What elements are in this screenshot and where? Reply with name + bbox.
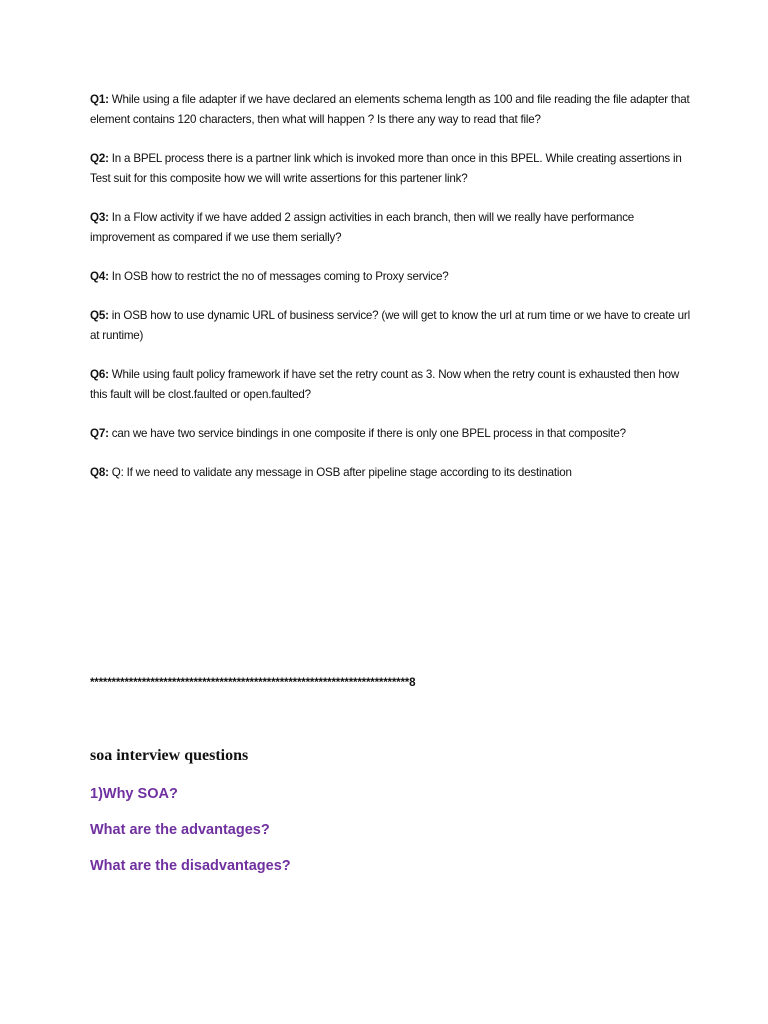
question-4 bbox=[90, 267, 690, 287]
question-label: Q3: bbox=[90, 211, 109, 224]
question-text: In OSB how to restrict the no of messages coming to Proxy service? bbox=[108, 270, 449, 283]
question-3 bbox=[90, 208, 690, 248]
question-2 bbox=[90, 149, 690, 189]
question-6 bbox=[90, 365, 690, 405]
why-soa-heading: 1)Why SOA? bbox=[90, 786, 178, 802]
question-text: in OSB how to use dynamic URL of business service? (we will get to know the url at rum time or we have to create url at runtime) bbox=[90, 309, 690, 342]
question-1 bbox=[90, 90, 690, 130]
question-label: Q1: bbox=[90, 93, 109, 106]
question-7 bbox=[90, 424, 690, 444]
question-label: Q4: bbox=[90, 270, 109, 283]
question-8 bbox=[90, 463, 690, 483]
asterisk-separator: **************************************************************************8 bbox=[90, 676, 416, 689]
question-text: While using fault policy framework if have set the retry count as 3. Now when the retry count is exhausted then how this fault will be clost.faulted or open.faulted? bbox=[90, 368, 680, 401]
question-text: In a BPEL process there is a partner link which is invoked more than once in this BPEL. While creating assertions in Test suit for this composite how we will write assertions for this partener link? bbox=[90, 152, 682, 185]
question-text: In a Flow activity if we have added 2 assign activities in each branch, then will we really have performance improvement as compared if we use them serially? bbox=[90, 211, 635, 244]
question-label: Q6: bbox=[90, 368, 109, 381]
question-label: Q5: bbox=[90, 309, 109, 322]
question-label: Q7: bbox=[90, 427, 109, 440]
question-5 bbox=[90, 306, 690, 346]
section-title: soa interview questions bbox=[90, 747, 249, 764]
questions-list bbox=[90, 90, 690, 502]
disadvantages-heading: What are the disadvantages? bbox=[90, 858, 291, 874]
question-text: Q: If we need to validate any message in OSB after pipeline stage according to its destination bbox=[108, 466, 572, 479]
question-label: Q2: bbox=[90, 152, 109, 165]
advantages-heading: What are the advantages? bbox=[90, 822, 270, 838]
question-text: can we have two service bindings in one composite if there is only one BPEL process in that composite? bbox=[108, 427, 626, 440]
question-text: While using a file adapter if we have declared an elements schema length as 100 and file reading the file adapter that element contains 120 characters, then what will happen ? Is there any way to read that file? bbox=[90, 93, 690, 126]
question-label: Q8: bbox=[90, 466, 109, 479]
